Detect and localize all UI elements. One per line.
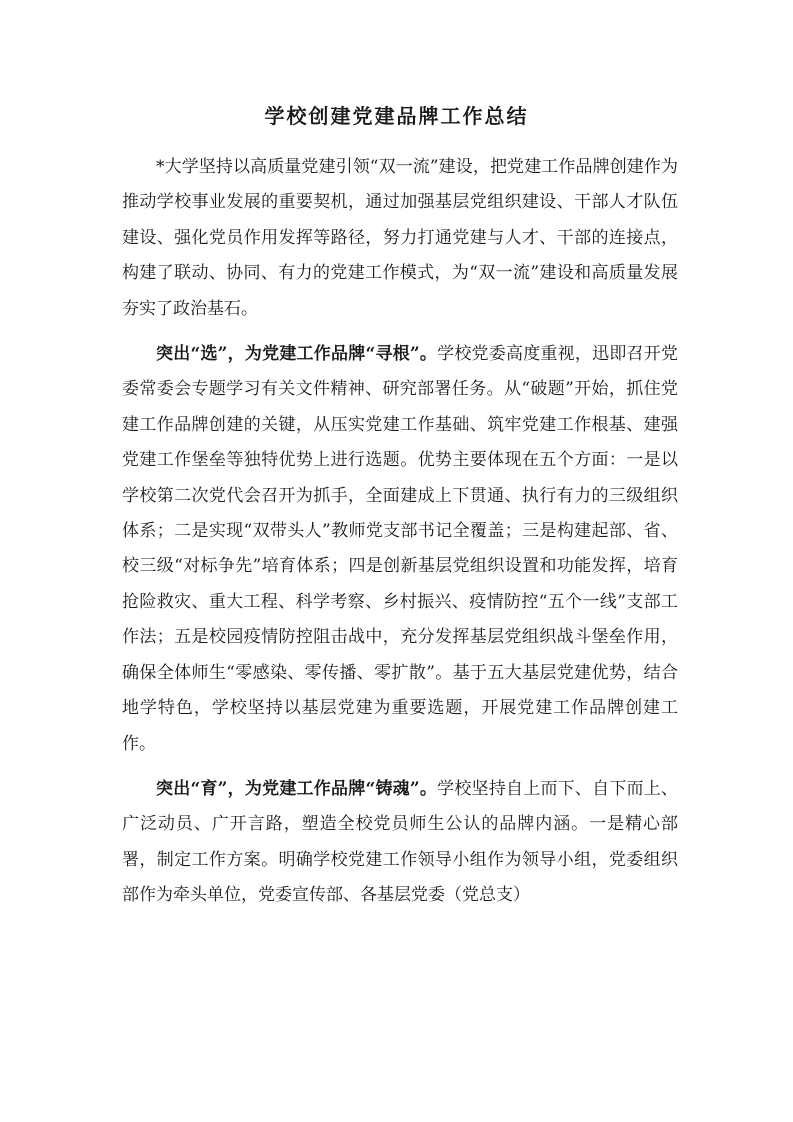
paragraph-text: *大学坚持以高质量党建引领“双一流”建设，把党建工作品牌创建作为推动学校事业发展的重要契机，通过加强基层党组织建设、干部人才队伍建设、强化党员作用发挥等路径，努力打通党建与人才、干部的连接点，构建了联动、协同、有力的党建工作模式，为“双一流”建设和高质量发展夯实了政治基石。 (122, 157, 678, 319)
paragraph-lead: 突出“选”，为党建工作品牌“寻根”。 (156, 344, 438, 365)
paragraph-intro (122, 150, 678, 327)
paragraph-text: 学校坚持自上而下、自下而上、广泛动员、广开言路，塑造全校党员师生公认的品牌内涵。一是精心部署，制定工作方案。明确学校党建工作领导小组作为领导小组，党委组织部作为牵头单位，党委宣传部、各基层党委（党总支） (122, 778, 678, 906)
paragraph-select (122, 337, 678, 762)
document-title: 学校创建党建品牌工作总结 (264, 104, 529, 128)
paragraph-cultivate (122, 772, 678, 914)
paragraph-text: 学校党委高度重视，迅即召开党委常委会专题学习有关文件精神、研究部署任务。从“破题”开始，抓住党建工作品牌创建的关键，从压实党建工作基础、筑牢党建工作根基、建强党建工作堡垒等独特优势上进行选题。优势主要体现在五个方面：一是以学校第二次党代会召开为抓手，全面建成上下贯通、执行有力的三级组织体系；二是实现“双带头人”教师党支部书记全覆盖；三是构建起部、省、校三级“对标争先”培育体系；四是创新基层党组织设置和功能发挥，培育抢险救灾、重大工程、科学考察、乡村振兴、疫情防控“五个一线”支部工作法；五是校园疫情防控阻击战中，充分发挥基层党组织战斗堡垒作用，确保全体师生“零感染、零传播、零扩散”。基于五大基层党建优势，结合地学特色，学校坚持以基层党建为重要选题，开展党建工作品牌创建工作。 (122, 344, 678, 754)
paragraph-lead: 突出“育”，为党建工作品牌“铸魂”。 (156, 778, 438, 799)
document-body (122, 150, 678, 914)
